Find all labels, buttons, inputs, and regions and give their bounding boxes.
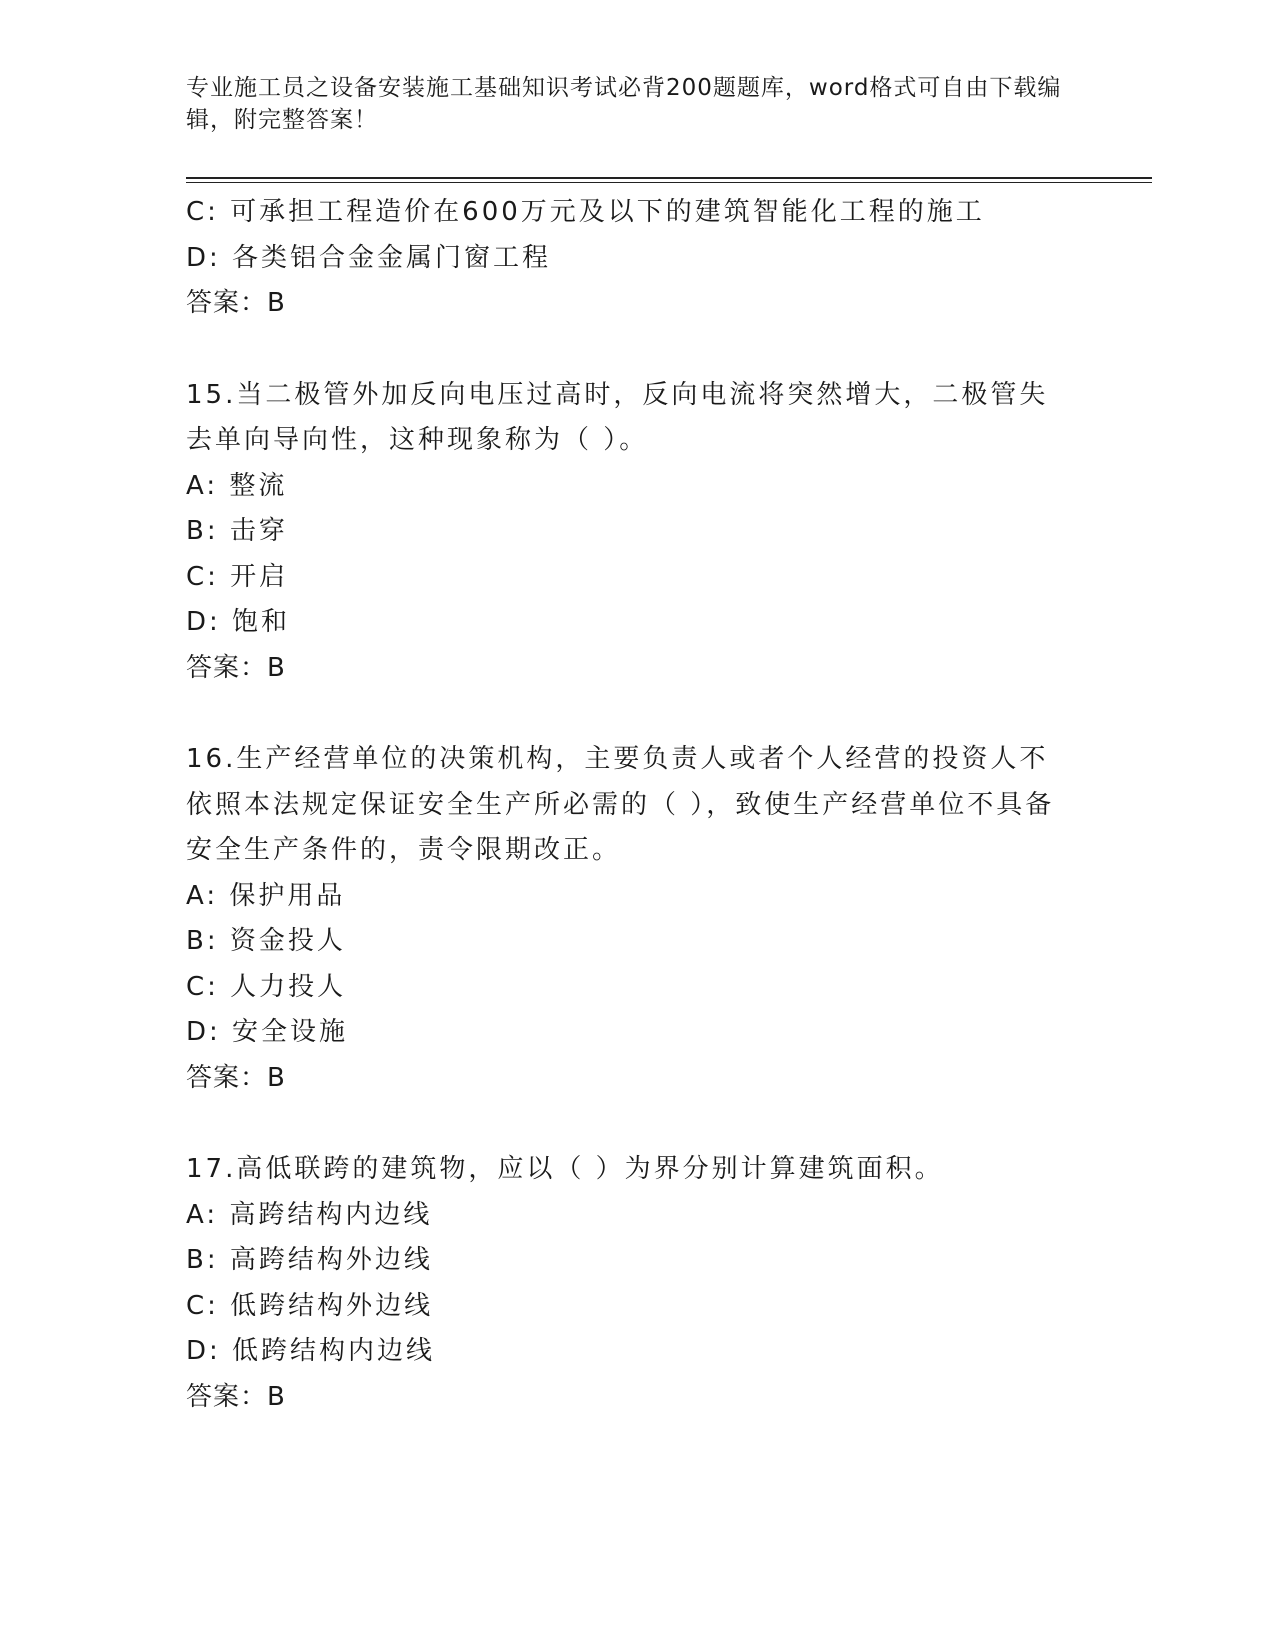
question-17 xyxy=(186,1147,1086,1420)
option-a: A: 整流 xyxy=(186,470,288,501)
option-c: C: 开启 xyxy=(186,561,289,592)
continued-question xyxy=(186,190,1086,327)
page-header: 专业施工员之设备安装施工基础知识考试必背200题题库，word格式可自由下载编辑，附完整答案！ xyxy=(186,75,1062,133)
spacer xyxy=(186,691,1086,737)
question-16 xyxy=(186,737,1086,1101)
option-b: B: 资金投人 xyxy=(186,926,346,956)
option-c: C: 低跨结构外边线 xyxy=(186,1290,434,1321)
option-c: C: 可承担工程造价在600万元及以下的建筑智能化工程的施工 xyxy=(186,197,985,227)
option-c: C: 人力投人 xyxy=(186,971,347,1002)
question-15 xyxy=(186,373,1086,692)
question-stem: 17.高低联跨的建筑物，应以（ ）为界分别计算建筑面积。 xyxy=(186,1154,944,1184)
answer-label: 答案：B xyxy=(186,1381,286,1412)
option-d: D: 饱和 xyxy=(186,607,291,637)
question-list xyxy=(186,190,1086,1420)
option-a: A: 保护用品 xyxy=(186,880,346,911)
answer-label: 答案：B xyxy=(186,288,286,318)
question-stem: 15.当二极管外加反向电压过高时，反向电流将突然增大，二极管失去单向导向性，这种现象称为（ ）。 xyxy=(186,379,1049,455)
option-d: D: 各类铝合金金属门窗工程 xyxy=(186,242,552,273)
option-a: A: 高跨结构内边线 xyxy=(186,1199,433,1230)
option-d: D: 安全设施 xyxy=(186,1017,349,1047)
header-divider-thick xyxy=(186,177,1152,179)
answer-label: 答案：B xyxy=(186,652,286,683)
header-divider-thin xyxy=(186,182,1152,183)
spacer xyxy=(186,1101,1086,1147)
spacer xyxy=(186,327,1086,373)
answer-label: 答案：B xyxy=(186,1062,286,1093)
option-b: B: 击穿 xyxy=(186,516,288,546)
option-d: D: 低跨结构内边线 xyxy=(186,1336,436,1366)
option-b: B: 高跨结构外边线 xyxy=(186,1245,433,1275)
question-stem: 16.生产经营单位的决策机构，主要负责人或者个人经营的投资人不依照本法规定保证安全生产所必需的（ ），致使生产经营单位不具备安全生产条件的，责令限期改正。 xyxy=(186,744,1055,865)
